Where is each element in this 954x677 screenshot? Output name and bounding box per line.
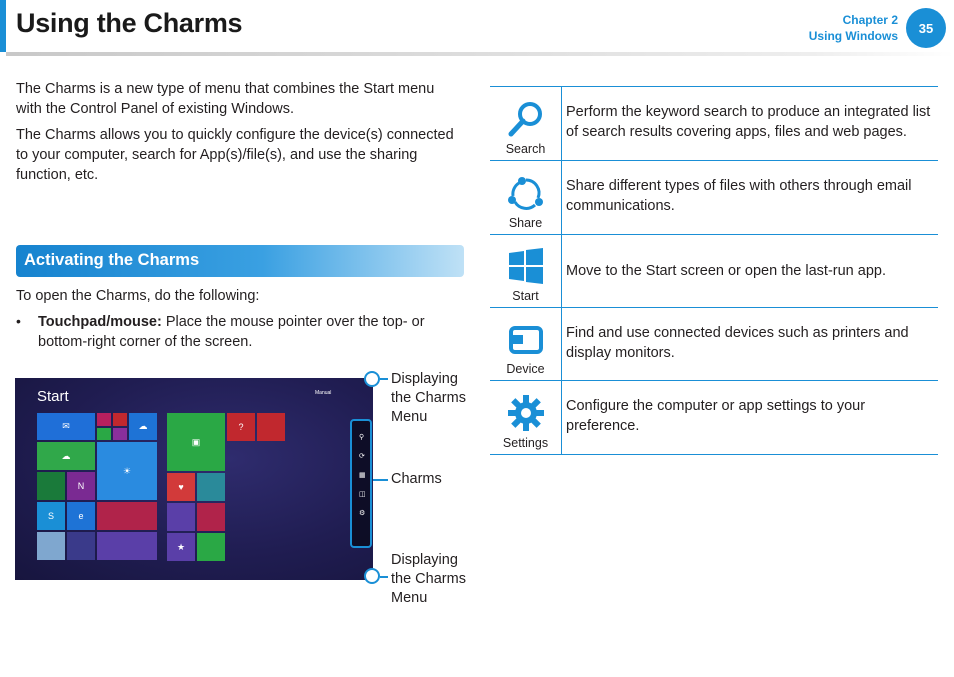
- reading-tile: [197, 503, 225, 531]
- mail-tile: ✉: [37, 413, 95, 440]
- store-tile: ▣: [167, 413, 225, 471]
- windows-logo-icon: [507, 247, 545, 285]
- charm-description: Share different types of files with others through email communications.: [566, 178, 912, 214]
- bottom-callout-text: Displaying the Charms Menu: [391, 552, 466, 606]
- settings-gear-icon: [507, 394, 545, 432]
- charm-label: Settings: [502, 436, 549, 450]
- charm-row-search: [490, 87, 938, 161]
- calendar-tile: [97, 532, 157, 560]
- music-tile: [113, 413, 127, 426]
- charm-description: Configure the computer or app settings to your preference.: [566, 398, 866, 434]
- page-number-badge: 35: [906, 8, 946, 48]
- charm-start-glyph: ▦: [359, 472, 366, 479]
- charm-label: Search: [505, 142, 546, 156]
- bullet-label: Touchpad/mouse:: [38, 314, 162, 330]
- onenote-tile: N: [67, 472, 95, 500]
- charm-label: Device: [506, 362, 545, 376]
- charm-search-glyph: ⚲: [359, 434, 365, 441]
- sports-tile: ★: [167, 533, 195, 561]
- bullet-marker: •: [16, 313, 21, 329]
- camera-tile: [113, 428, 127, 440]
- top-corner-callout-marker: [364, 371, 380, 387]
- bullet-item: [38, 312, 464, 352]
- small-apps-tile: [67, 532, 95, 560]
- onedrive-tile: ☁: [129, 413, 157, 440]
- weather-tile: ☁: [37, 442, 95, 470]
- video-tile: [97, 413, 111, 426]
- charm-icon-cell: [490, 161, 562, 234]
- start-screen-label: Start: [37, 388, 69, 405]
- share-icon: [507, 174, 545, 212]
- charms-bar: [350, 419, 372, 548]
- help-tile: ?: [227, 413, 255, 441]
- charm-settings-glyph: ⚙: [359, 510, 366, 517]
- charm-row-device: [490, 308, 938, 381]
- sun-tile: ☀: [97, 442, 157, 500]
- intro-paragraph-1: The Charms is a new type of menu that combines the Start menu with the Control Panel of existing Windows.: [16, 81, 435, 117]
- travel-tile: [167, 503, 195, 531]
- bullet-description: Place the mouse pointer over the top- or bottom-right corner of the screen.: [38, 314, 425, 350]
- food-tile: [197, 473, 225, 501]
- search-icon: [507, 100, 545, 138]
- people-tile: [257, 413, 285, 441]
- header-divider: [6, 52, 954, 56]
- page-title: Using the Charms: [16, 8, 243, 38]
- intro-paragraph-2: The Charms allows you to quickly configure the device(s) connected to your computer, search for App(s)/file(s), and use the sharing function, etc.: [16, 127, 454, 183]
- finance-tile: [197, 533, 225, 561]
- ie-tile: e: [67, 502, 95, 530]
- charm-share-glyph: ⟳: [359, 453, 365, 460]
- charm-row-share: [490, 161, 938, 235]
- charms-callout-line: [373, 479, 388, 481]
- bottom-corner-callout-marker: [364, 568, 380, 584]
- charm-device-glyph: ◫: [359, 491, 366, 498]
- charm-label: Share: [508, 216, 543, 230]
- charm-description: Perform the keyword search to produce an integrated list of search results covering apps, files and web pages.: [566, 104, 931, 140]
- charm-description: Find and use connected devices such as printers and display monitors.: [566, 325, 909, 361]
- charm-icon-cell: [490, 235, 562, 307]
- section-header-bar: [16, 245, 464, 277]
- charm-row-settings: [490, 381, 938, 455]
- charm-icon-cell: [490, 308, 562, 380]
- section-title: Activating the Charms: [24, 251, 200, 269]
- charm-icon-cell: [490, 381, 562, 454]
- photos-tile: [37, 472, 65, 500]
- chapter-info: [809, 12, 898, 44]
- top-callout-text: Displaying the Charms Menu: [391, 371, 466, 425]
- charm-row-start: [490, 235, 938, 308]
- bottom-callout-line: [380, 576, 388, 578]
- charm-icon-cell: [490, 87, 562, 160]
- chapter-title: Using Windows: [808, 29, 898, 43]
- charm-description: Move to the Start screen or open the last-run app.: [566, 263, 886, 279]
- chapter-number: Chapter 2: [842, 13, 898, 27]
- user-name: Manual: [315, 390, 332, 396]
- device-icon: [507, 324, 545, 358]
- section-lead: To open the Charms, do the following:: [16, 288, 260, 304]
- desktop-tile: [37, 532, 65, 560]
- top-callout-line: [380, 378, 388, 380]
- charm-label: Start: [512, 289, 539, 303]
- xbox-tile: [97, 428, 111, 440]
- start-screen-screenshot: [15, 378, 373, 580]
- health-tile: ♥: [167, 473, 195, 501]
- charms-table: [490, 86, 938, 455]
- skype-tile: S: [37, 502, 65, 530]
- header-accent-bar: [0, 0, 6, 52]
- news-tile: [97, 502, 157, 530]
- charms-callout-text: Charms: [391, 471, 442, 487]
